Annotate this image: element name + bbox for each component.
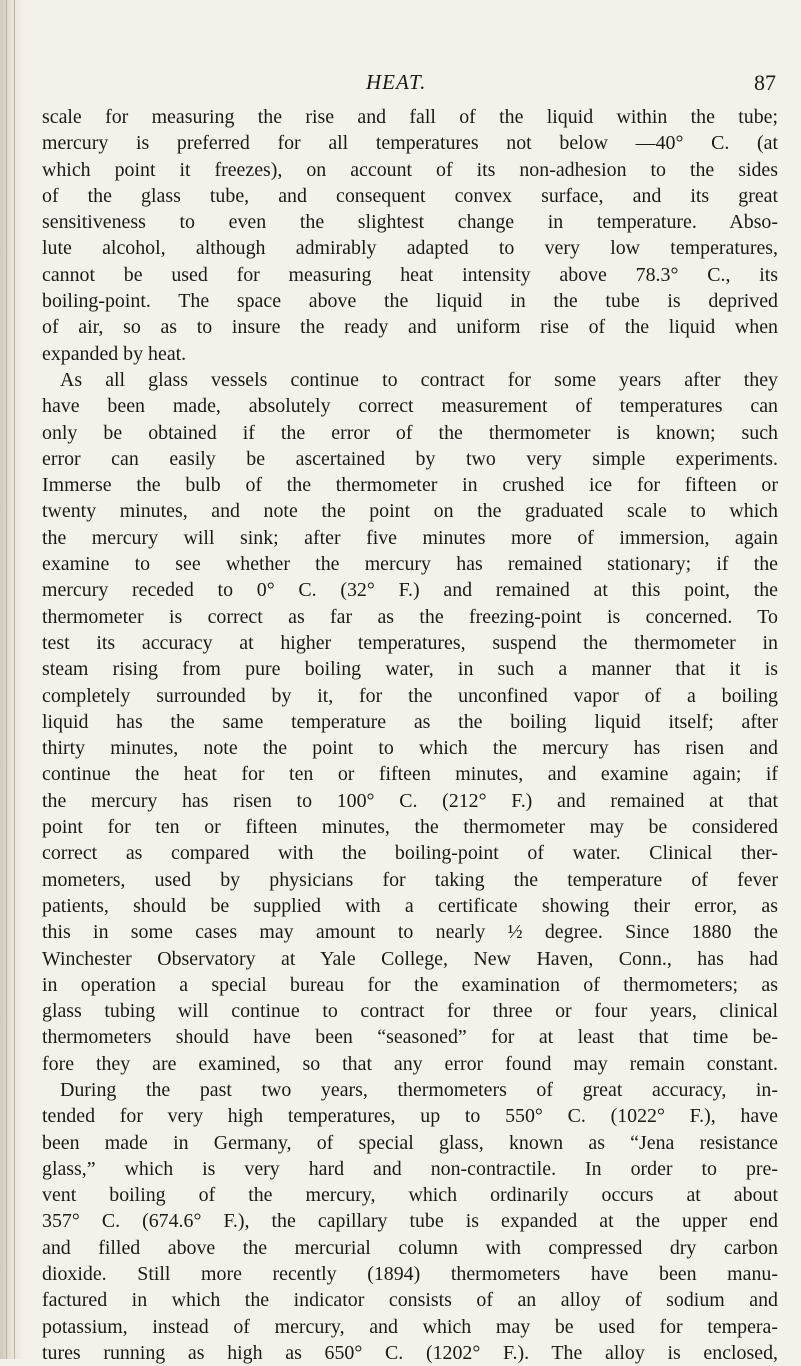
text-line: completely surrounded by it, for the unconfined vapor of a boiling	[42, 684, 778, 707]
text-line: cannot be used for measuring heat intensity above 78.3° C., its	[42, 263, 778, 286]
text-line: error can easily be ascertained by two very simple experiments.	[42, 447, 778, 470]
text-line: expanded by heat.	[42, 342, 187, 365]
text-line: only be obtained if the error of the thermometer is known; such	[42, 421, 778, 444]
text-line: been made in Germany, of special glass, known as “Jena resistance	[42, 1131, 778, 1154]
text-line: glass,” which is very hard and non-contractile. In order to pre-	[42, 1157, 778, 1180]
text-line: boiling-point. The space above the liquid in the tube is deprived	[42, 290, 778, 313]
text-line: mometers, used by physicians for taking the temperature of fever	[42, 868, 778, 891]
text-line: patients, should be supplied with a certificate showing their error, as	[42, 894, 778, 917]
text-line: factured in which the indicator consists of an alloy of sodium and	[42, 1289, 778, 1312]
text-line: As all glass vessels continue to contract for some years after they	[60, 368, 778, 391]
text-line: examine to see whether the mercury has remained stationary; if the	[42, 553, 778, 576]
text-line: liquid has the same temperature as the boiling liquid itself; after	[42, 710, 778, 733]
text-line: mercury receded to 0° C. (32° F.) and remained at this point, the	[42, 579, 778, 602]
text-line: 357° C. (674.6° F.), the capillary tube is expanded at the upper end	[42, 1210, 778, 1233]
text-line: Immerse the bulb of the thermometer in crushed ice for fifteen or	[42, 474, 778, 497]
page-header	[36, 70, 776, 102]
text-line: steam rising from pure boiling water, in such a manner that it is	[42, 658, 778, 681]
text-line: fore they are examined, so that any error found may remain constant.	[42, 1052, 778, 1075]
text-line: have been made, absolutely correct measurement of temperatures can	[42, 395, 778, 418]
text-line: this in some cases may amount to nearly ½ degree. Since 1880 the	[42, 921, 778, 944]
text-line: vent boiling of the mercury, which ordinarily occurs at about	[42, 1184, 778, 1207]
text-line: continue the heat for ten or fifteen minutes, and examine again; if	[42, 763, 778, 786]
text-line: which point it freezes), on account of its non-adhesion to the sides	[42, 158, 778, 181]
text-line: During the past two years, thermometers of great accuracy, in-	[60, 1078, 778, 1101]
text-line: and filled above the mercurial column with compressed dry carbon	[42, 1236, 778, 1259]
text-line: potassium, instead of mercury, and which may be used for tempera-	[42, 1315, 778, 1338]
page-number: 87	[754, 70, 776, 95]
gutter-edge	[6, 0, 7, 1359]
text-line: point for ten or fifteen minutes, the thermometer may be considered	[42, 816, 778, 839]
text-line: scale for measuring the rise and fall of the liquid within the tube;	[42, 106, 778, 128]
text-line: the mercury has risen to 100° C. (212° F.) and remained at that	[42, 789, 778, 812]
text-line: Winchester Observatory at Yale College, New Haven, Conn., has had	[42, 947, 778, 970]
text-line: mercury is preferred for all temperatures not below —40° C. (at	[42, 132, 778, 155]
body-text	[42, 104, 778, 1366]
text-line: correct as compared with the boiling-point of water. Clinical ther-	[42, 842, 778, 865]
text-line: in operation a special bureau for the examination of thermometers; as	[42, 973, 778, 996]
gutter-edge	[14, 0, 15, 1359]
text-line: tures running as high as 650° C. (1202° F.). The alloy is enclosed,	[42, 1341, 778, 1364]
page-gutter	[0, 0, 24, 1359]
text-line: of the glass tube, and consequent convex surface, and its great	[42, 184, 778, 207]
text-line: lute alcohol, although admirably adapted to very low temperatures,	[42, 237, 778, 260]
text-line: glass tubing will continue to contract for three or four years, clinical	[42, 1000, 778, 1023]
text-line: tended for very high temperatures, up to 550° C. (1022° F.), have	[42, 1105, 778, 1128]
text-line: the mercury will sink; after five minutes more of immersion, again	[42, 526, 778, 549]
text-line: sensitiveness to even the slightest change in temperature. Abso-	[42, 211, 778, 234]
text-line: dioxide. Still more recently (1894) thermometers have been manu-	[42, 1263, 778, 1286]
text-line: of air, so as to insure the ready and uniform rise of the liquid when	[42, 316, 778, 339]
text-line: twenty minutes, and note the point on the graduated scale to which	[42, 500, 778, 523]
text-line: thermometers should have been “seasoned” for at least that time be-	[42, 1026, 778, 1049]
text-line: thirty minutes, note the point to which the mercury has risen and	[42, 737, 778, 760]
text-line: thermometer is correct as far as the freezing-point is concerned. To	[42, 605, 778, 628]
running-head: HEAT.	[366, 70, 427, 94]
text-line: test its accuracy at higher temperatures, suspend the thermometer in	[42, 631, 778, 654]
